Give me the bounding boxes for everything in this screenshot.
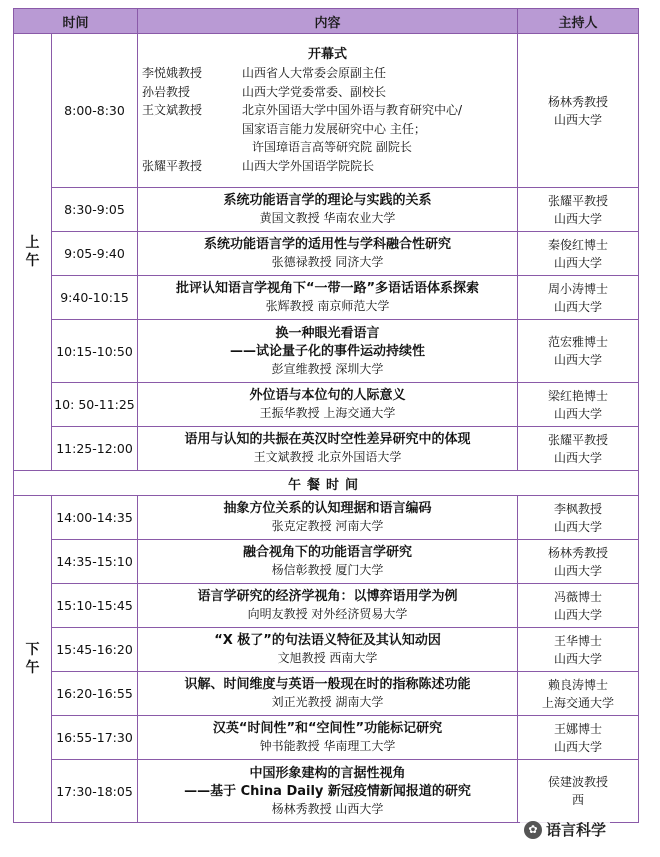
host-name: 冯薇博士 xyxy=(554,589,603,604)
host-name: 范宏雅博士 xyxy=(548,335,609,349)
talk-host xyxy=(518,540,639,584)
official-line xyxy=(142,64,513,83)
talk-row xyxy=(14,232,639,276)
host-affiliation: 山西大学 xyxy=(554,739,603,754)
wechat-icon: ✿ xyxy=(524,821,542,839)
lunch-break: 午餐时间 xyxy=(14,471,639,496)
host-name: 秦俊红博士 xyxy=(548,237,609,252)
talk-content xyxy=(138,628,518,672)
official-role: 山西大学党委常委、副校长 xyxy=(242,84,387,99)
talk-title: 系统功能语言学的理论与实践的关系 xyxy=(223,193,432,208)
session-afternoon-char: 下 xyxy=(25,642,40,658)
talk-time: 9:05-9:40 xyxy=(52,232,138,276)
talk-speaker: 王文斌教授 北京外国语大学 xyxy=(253,450,402,464)
talk-row xyxy=(14,672,639,716)
host-affiliation: 山西大学 xyxy=(554,299,603,314)
talk-content xyxy=(138,496,518,540)
talk-time: 11:25-12:00 xyxy=(52,427,138,471)
host-name: 张耀平教授 xyxy=(548,193,609,208)
session-morning-char: 午 xyxy=(25,253,40,269)
talk-host xyxy=(518,188,639,232)
talk-content xyxy=(138,760,518,823)
talk-speaker: 张辉教授 南京师范大学 xyxy=(265,299,390,313)
opening-officials xyxy=(142,64,513,175)
host-name: 王娜博士 xyxy=(554,721,603,736)
session-afternoon-char: 午 xyxy=(25,660,40,676)
host-affiliation: 山西大学 xyxy=(554,607,603,622)
host-name: 周小涛博士 xyxy=(548,281,609,296)
talk-title: 语用与认知的共振在英汉时空性差异研究中的体现 xyxy=(184,432,471,447)
official-role: 许国璋语言高等研究院 副院长 xyxy=(252,140,412,154)
talk-host xyxy=(518,716,639,760)
official-line xyxy=(142,157,513,176)
talk-title: 汉英“时间性”和“空间性”功能标记研究 xyxy=(212,721,443,736)
talk-content xyxy=(138,672,518,716)
official-name: 李悦娥教授 xyxy=(142,66,203,80)
host-name: 王华博士 xyxy=(554,633,603,648)
talk-row xyxy=(14,320,639,383)
host-name: 张耀平教授 xyxy=(548,432,609,447)
opening-title: 开幕式 xyxy=(308,47,348,62)
official-line xyxy=(142,83,513,102)
talk-title: 抽象方位关系的认知理据和语言编码 xyxy=(223,501,432,516)
talk-content xyxy=(138,716,518,760)
opening-row xyxy=(14,34,639,188)
official-name: 王文斌教授 xyxy=(142,103,203,117)
host-affiliation: 山西大学 xyxy=(554,211,603,226)
talk-content xyxy=(138,188,518,232)
talk-host xyxy=(518,628,639,672)
host-affiliation: 山西大学 xyxy=(554,406,603,421)
watermark-text: 语言科学 xyxy=(546,821,607,839)
host-affiliation: 山西大学 xyxy=(554,651,603,666)
talk-content xyxy=(138,320,518,383)
official-role: 北京外国语大学中国外语与教育研究中心/ xyxy=(242,103,463,117)
header-content: 内容 xyxy=(138,9,518,34)
host-affiliation: 山西大学 xyxy=(554,519,603,534)
host-affiliation: 西 xyxy=(572,793,585,807)
host-name: 赖良涛博士 xyxy=(548,677,609,692)
header-row xyxy=(14,9,639,34)
talk-speaker: 彭宣维教授 深圳大学 xyxy=(271,361,384,376)
talk-title: 识解、时间维度与英语一般现在时的指称陈述功能 xyxy=(184,677,471,692)
official-line xyxy=(142,120,513,139)
talk-speaker: 刘正光教授 湖南大学 xyxy=(271,695,384,709)
talk-title: 批评认知语言学视角下“一带一路”多语话语体系探索 xyxy=(175,281,480,296)
host-affiliation: 山西大学 xyxy=(554,563,603,578)
host-affiliation: 山西大学 xyxy=(554,450,603,465)
official-role: 国家语言能力发展研究中心 主任； xyxy=(242,121,426,136)
talk-host xyxy=(518,276,639,320)
talk-host xyxy=(518,760,639,823)
official-role: 山西省人大常委会原副主任 xyxy=(242,66,387,80)
official-line xyxy=(142,138,513,157)
talk-row xyxy=(14,716,639,760)
talk-content xyxy=(138,584,518,628)
talk-title: 系统功能语言学的适用性与学科融合性研究 xyxy=(204,237,452,252)
talk-row xyxy=(14,188,639,232)
talk-speaker: 文旭教授 西南大学 xyxy=(277,651,378,665)
session-afternoon xyxy=(14,496,52,823)
session-morning-char: 上 xyxy=(25,235,40,251)
schedule-table xyxy=(13,8,639,823)
host-name: 杨林秀教授 xyxy=(548,545,609,560)
watermark xyxy=(520,818,610,841)
talk-title: ——基于 China Daily 新冠疫情新闻报道的研究 xyxy=(184,783,471,799)
talk-row xyxy=(14,276,639,320)
host-name: 侯建波教授 xyxy=(548,775,609,789)
talk-title: 外位语与本位句的人际意义 xyxy=(249,388,406,403)
header-time: 时间 xyxy=(14,9,138,34)
talk-row xyxy=(14,383,639,427)
talk-row xyxy=(14,760,639,823)
opening-host xyxy=(518,34,639,188)
talk-speaker: 王振华教授 上海交通大学 xyxy=(259,406,396,420)
talk-speaker: 向明友教授 对外经济贸易大学 xyxy=(247,607,408,621)
talk-content xyxy=(138,540,518,584)
host-affiliation: 上海交通大学 xyxy=(542,695,615,710)
talk-content xyxy=(138,276,518,320)
talk-content xyxy=(138,232,518,276)
talk-content xyxy=(138,383,518,427)
talk-time: 16:55-17:30 xyxy=(52,716,138,760)
talk-speaker: 杨林秀教授 山西大学 xyxy=(271,801,384,816)
talk-title: 换一种眼光看语言 xyxy=(275,325,380,341)
talk-title: 语言学研究的经济学视角：以博弈语用学为例 xyxy=(197,589,458,604)
header-host: 主持人 xyxy=(518,9,639,34)
official-name: 张耀平教授 xyxy=(142,158,203,173)
talk-title: ——试论量子化的事件运动持续性 xyxy=(230,343,426,359)
host-affiliation: 山西大学 xyxy=(554,255,603,270)
talk-content xyxy=(138,427,518,471)
talk-speaker: 张德禄教授 同济大学 xyxy=(271,255,384,269)
talk-speaker: 张克定教授 河南大学 xyxy=(271,519,384,533)
talk-row xyxy=(14,540,639,584)
talk-time: 14:35-15:10 xyxy=(52,540,138,584)
talk-host xyxy=(518,672,639,716)
talk-host xyxy=(518,383,639,427)
host-name: 李枫教授 xyxy=(554,501,603,516)
talk-host xyxy=(518,496,639,540)
talk-time: 15:45-16:20 xyxy=(52,628,138,672)
talk-time: 16:20-16:55 xyxy=(52,672,138,716)
session-morning xyxy=(14,34,52,471)
host-affiliation: 山西大学 xyxy=(554,353,603,367)
talk-time: 14:00-14:35 xyxy=(52,496,138,540)
official-line xyxy=(142,101,513,120)
talk-time: 8:30-9:05 xyxy=(52,188,138,232)
talk-host xyxy=(518,584,639,628)
host-name: 杨林秀教授 xyxy=(548,94,609,109)
talk-title: 融合视角下的功能语言学研究 xyxy=(243,545,413,560)
talk-row xyxy=(14,628,639,672)
talk-row xyxy=(14,427,639,471)
talk-speaker: 黄国文教授 华南农业大学 xyxy=(259,211,396,225)
talk-host xyxy=(518,427,639,471)
opening-time: 8:00-8:30 xyxy=(52,34,138,188)
talk-time: 17:30-18:05 xyxy=(52,760,138,823)
opening-content xyxy=(138,34,518,188)
talk-time: 10:15-10:50 xyxy=(52,320,138,383)
talk-row xyxy=(14,496,639,540)
official-role: 山西大学外国语学院院长 xyxy=(242,158,375,173)
talk-host xyxy=(518,232,639,276)
talk-host xyxy=(518,320,639,383)
talk-time: 10: 50-11:25 xyxy=(52,383,138,427)
talk-title: 中国形象建构的言据性视角 xyxy=(249,765,406,781)
talk-speaker: 钟书能教授 华南理工大学 xyxy=(259,739,396,753)
talk-title: “X 极了”的句法语义特征及其认知动因 xyxy=(214,633,441,648)
talk-row xyxy=(14,584,639,628)
lunch-row xyxy=(14,471,639,496)
host-name: 梁红艳博士 xyxy=(548,388,609,403)
host-affiliation: 山西大学 xyxy=(554,112,603,127)
official-name: 孙岩教授 xyxy=(142,84,191,99)
talk-time: 9:40-10:15 xyxy=(52,276,138,320)
talk-time: 15:10-15:45 xyxy=(52,584,138,628)
talk-speaker: 杨信彰教授 厦门大学 xyxy=(271,563,384,577)
